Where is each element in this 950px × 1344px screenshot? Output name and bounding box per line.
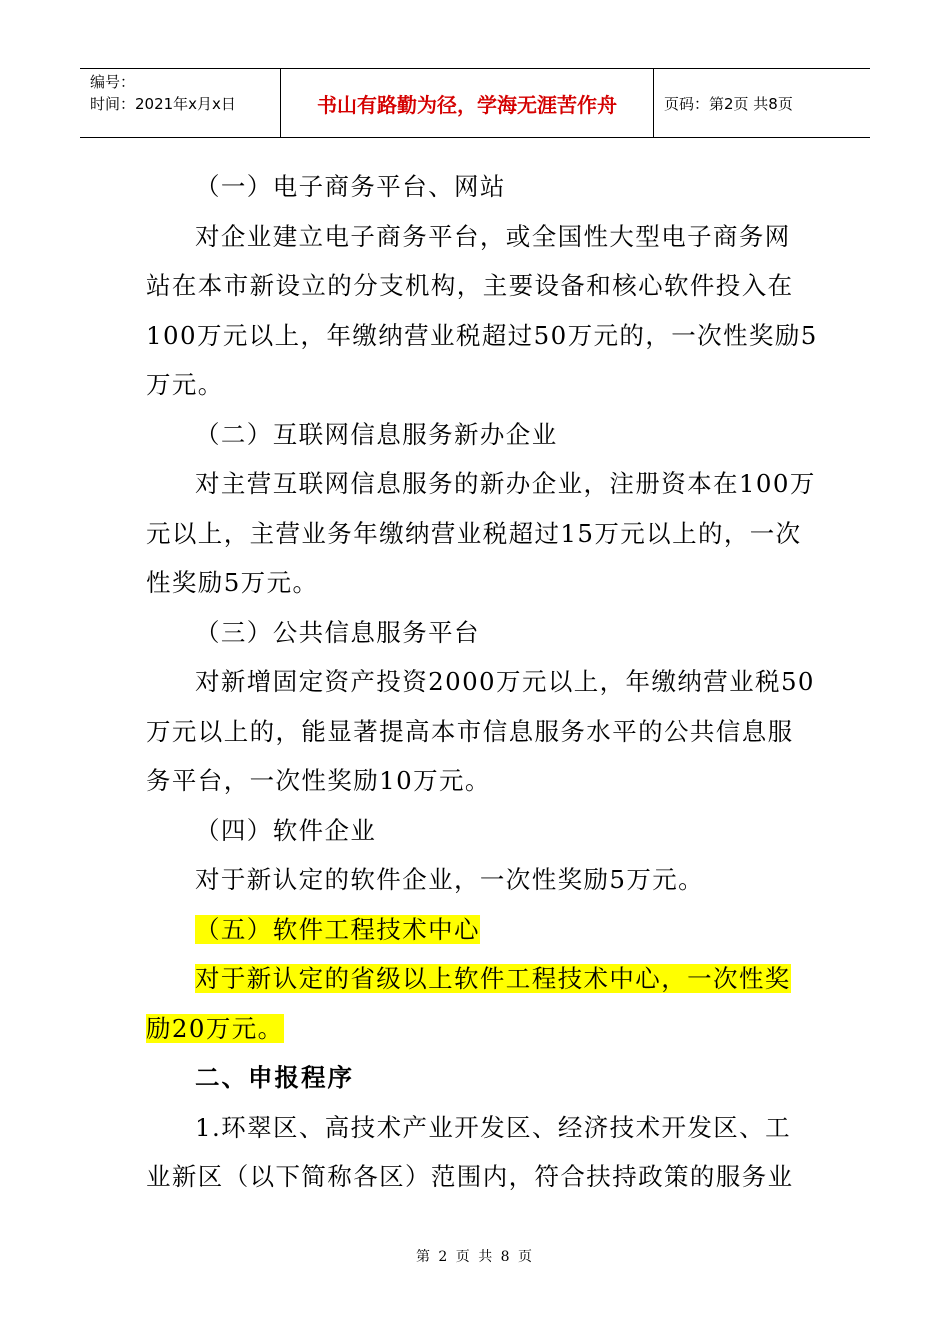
document-body [146, 162, 818, 1202]
paragraph-line: 务平台，一次性奖励10万元。 [146, 766, 491, 795]
header-motto-cell [281, 69, 654, 137]
highlighted-text: 对于新认定的省级以上软件工程技术中心，一次性奖 [195, 964, 791, 993]
paragraph-line-highlighted [146, 954, 806, 1004]
section-heading-1: （一）电子商务平台、网站 [195, 172, 506, 201]
paragraph-line: 业新区（以下简称各区）范围内，符合扶持政策的服务业 [146, 1162, 794, 1191]
paragraph-line: 对于新认定的软件企业，一次性奖励5万元。 [195, 865, 705, 894]
paragraph-line: 元以上，主营业务年缴纳营业税超过15万元以上的，一次 [146, 518, 802, 548]
paragraph-line: 100万元以上，年缴纳营业税超过50万元的，一次性奖励5 [146, 320, 818, 350]
paragraph-line: 万元。 [146, 370, 224, 399]
header-left-cell [80, 69, 281, 137]
paragraph-line: 对企业建立电子商务平台，或全国性大型电子商务网 [195, 221, 791, 251]
section-heading-5-highlighted [146, 905, 806, 955]
header-page-code: 页码：第2页 共8页 [664, 94, 793, 113]
paragraph-line: 性奖励5万元。 [146, 568, 319, 597]
section-heading-3: （三）公共信息服务平台 [195, 617, 480, 647]
document-number-label: 编号： [90, 73, 136, 91]
paragraph-line: 对新增固定资产投资2000万元以上，年缴纳营业税50 [195, 667, 815, 696]
page-footer: 第 2 页 共 8 页 [415, 1249, 535, 1265]
paragraph-line: 站在本市新设立的分支机构，主要设备和核心软件投入在 [146, 271, 794, 300]
page-header [80, 68, 870, 138]
paragraph-line-highlighted [146, 1004, 806, 1054]
chapter-heading: 二、申报程序 [195, 1063, 354, 1092]
paragraph-line: 万元以上的，能显著提高本市信息服务水平的公共信息服 [146, 716, 794, 746]
paragraph-line: 对主营互联网信息服务的新办企业，注册资本在100万 [195, 469, 816, 498]
section-heading-2: （二）互联网信息服务新办企业 [195, 419, 558, 449]
section-heading-4: （四）软件企业 [195, 815, 377, 845]
paragraph-line: 1.环翠区、高技术产业开发区、经济技术开发区、工 [195, 1112, 791, 1142]
highlighted-text: 励20万元。 [146, 1013, 284, 1043]
header-motto: 书山有路勤为径，学海无涯苦作舟 [317, 92, 617, 117]
highlighted-text: （五）软件工程技术中心 [195, 914, 480, 944]
document-time-label: 时间：2021年x月x日 [90, 95, 236, 113]
